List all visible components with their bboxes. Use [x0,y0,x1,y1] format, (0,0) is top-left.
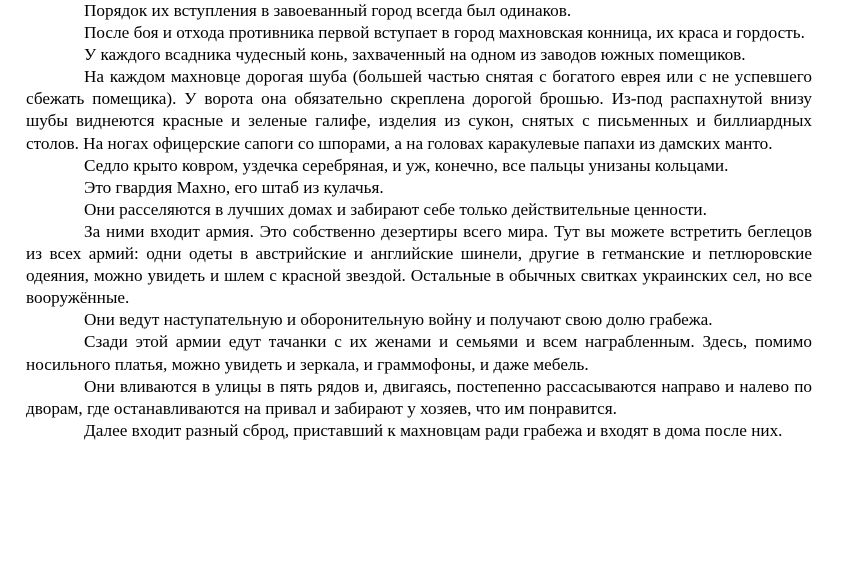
paragraph: За ними входит армия. Это собственно дезертиры всего мира. Тут вы можете встретить беглецов из всех армий: одни одеты в австрийские и английские шинели, другие в гетманские и петлюровские одеяния, можно увидеть и шлем с красной звездой. Остальные в обычных свитках украинских сел, но все вооружённые. [26,221,812,308]
paragraph: Сзади этой армии едут тачанки с их женами и семьями и всем награбленным. Здесь, помимо носильного платья, можно увидеть и зеркала, и граммофоны, и даже мебель. [26,332,812,374]
paragraph: Они расселяются в лучших домах и забирают себе только действительные ценности. [84,199,707,219]
paragraph: У каждого всадника чудесный конь, захваченный на одном из заводов южных помещиков. [84,45,746,65]
paragraph: Седло крыто ковром, уздечка серебряная, и уж, конечно, все пальцы унизаны кольцами. [84,155,729,175]
paragraph: После боя и отхода противника первой вступает в город махновская конница, их краса и гордость. [84,23,805,43]
document-body [26,0,812,442]
paragraph: Они вливаются в улицы в пять рядов и, двигаясь, постепенно рассасываются направо и налево по дворам, где останавливаются на привал и забирают у хозяев, что им понравится. [26,376,812,418]
paragraph: Порядок их вступления в завоеванный город всегда был одинаков. [84,1,572,20]
paragraph: Это гвардия Махно, его штаб из кулачья. [84,177,384,197]
paragraph: На каждом махновце дорогая шуба (большей частью снятая с богатого еврея или с не успевшего сбежать помещика). У ворота она обязательно скреплена дорогой брошью. Из-под распахнутой внизу шубы виднеются красные и зеленые галифе, изделия из сукон, снятых с письменных и биллиардных столов. На ногах офицерские сапоги со шпорами, а на головах каракулевые папахи из дамских манто. [26,67,812,153]
paragraph: Далее входит разный сброд, приставший к махновцам ради грабежа и входят в дома после них. [84,420,783,440]
paragraph: Они ведут наступательную и оборонительную войну и получают свою долю грабежа. [84,310,713,330]
